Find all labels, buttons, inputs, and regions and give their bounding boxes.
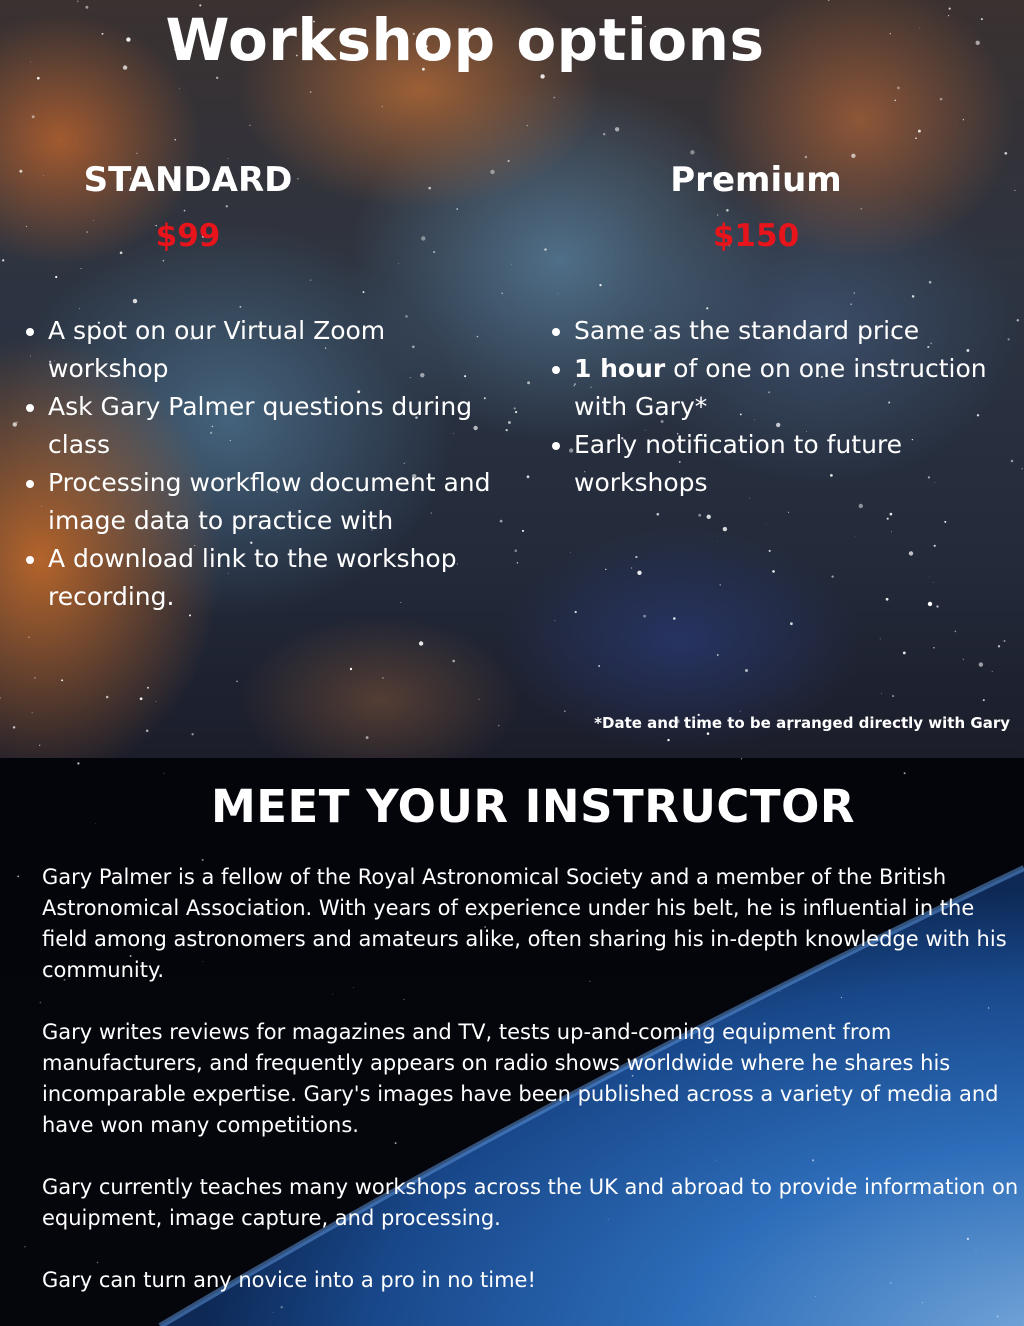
star — [643, 615, 646, 618]
star — [382, 106, 383, 107]
star — [1022, 468, 1023, 469]
star — [191, 733, 193, 735]
star — [909, 551, 913, 555]
star — [929, 577, 930, 578]
star — [16, 422, 17, 423]
premium-feature-item — [574, 426, 1014, 502]
instructor-section — [0, 758, 1024, 1326]
star — [540, 74, 544, 78]
star — [933, 582, 934, 583]
star — [184, 210, 186, 212]
standard-plan-price: $99 — [155, 218, 221, 254]
star — [992, 671, 993, 672]
star — [527, 125, 528, 126]
premium-feature-text: Early notification to future workshops — [574, 430, 903, 497]
star — [955, 631, 957, 633]
star — [2, 259, 4, 261]
star — [28, 637, 29, 638]
star — [934, 545, 936, 547]
star — [981, 18, 983, 20]
star — [514, 549, 517, 552]
premium-feature-text: Same as the standard price — [574, 316, 920, 345]
star — [948, 15, 949, 16]
star — [998, 645, 1000, 647]
star — [667, 739, 669, 741]
star — [156, 701, 157, 702]
star — [890, 513, 893, 516]
standard-plan-name: STANDARD — [83, 160, 293, 200]
bio-paragraph: Gary Palmer is a fellow of the Royal Astronomical Society and a member of the British Astronomical Association. With years of experience under his belt, he is influential in the field among astronomers and amateurs alike, often sharing his in-depth knowledge with his community. — [42, 865, 1007, 982]
premium-feature-item — [574, 312, 1014, 350]
star — [382, 677, 384, 679]
star — [0, 697, 1, 698]
star — [236, 681, 237, 682]
star — [831, 575, 833, 577]
star — [928, 602, 932, 606]
star — [19, 170, 22, 173]
star — [637, 571, 641, 575]
star — [912, 295, 915, 298]
star — [515, 411, 517, 413]
star — [673, 617, 676, 620]
star — [479, 699, 480, 700]
star — [635, 556, 637, 558]
star — [490, 170, 494, 174]
star — [615, 127, 619, 131]
star — [603, 133, 605, 135]
star — [32, 712, 33, 713]
star — [13, 422, 17, 426]
star — [599, 284, 601, 286]
standard-feature-item: • Ask Gary Palmer questions during class — [48, 388, 498, 464]
star — [511, 264, 512, 265]
star — [720, 584, 721, 585]
star — [915, 137, 917, 139]
premium-feature-text: of one on one instruction with Gary* — [574, 354, 987, 421]
star — [769, 550, 771, 552]
star — [517, 562, 519, 564]
bio-paragraph: Gary writes reviews for magazines and TV, tests up-and-coming equipment from manufacturers, and frequently appears on radio shows worldwide where he shares his incomparable expertise. Gary's images have been published across a variety of media and have won many competitions. — [42, 1020, 999, 1137]
standard-feature-item: • A download link to the workshop recording. — [48, 540, 498, 616]
star — [976, 41, 980, 45]
star — [828, 0, 830, 1]
star — [904, 772, 906, 774]
star — [17, 876, 19, 878]
star — [929, 281, 932, 284]
star — [557, 293, 558, 294]
star — [55, 276, 57, 278]
star — [544, 248, 546, 250]
star — [81, 268, 82, 269]
star — [881, 693, 882, 694]
star — [554, 620, 555, 621]
star — [897, 86, 900, 89]
star — [428, 187, 431, 190]
star — [527, 475, 530, 478]
star — [77, 1, 78, 2]
star — [1004, 640, 1006, 642]
star — [940, 98, 943, 101]
star — [717, 214, 718, 215]
star — [726, 209, 729, 212]
instructor-bio — [42, 862, 1022, 1326]
star — [851, 154, 855, 158]
star — [880, 638, 881, 639]
star — [706, 307, 708, 309]
star — [918, 130, 921, 133]
star — [850, 303, 851, 304]
star — [949, 8, 951, 10]
star — [860, 208, 862, 210]
star — [936, 605, 938, 607]
standard-feature-item: • Processing workflow document and image data to practice with — [48, 464, 498, 540]
star — [717, 654, 719, 656]
star — [24, 1246, 26, 1248]
star — [164, 773, 165, 774]
star — [310, 91, 312, 93]
star — [419, 641, 423, 645]
star — [598, 665, 600, 667]
star — [605, 569, 606, 570]
bio-paragraph: Gary can turn any novice into a pro in no time! — [42, 1268, 536, 1292]
star — [147, 687, 149, 689]
star — [179, 88, 180, 89]
premium-feature-item — [574, 350, 1014, 426]
star — [498, 725, 499, 726]
star — [175, 139, 176, 140]
star — [40, 1002, 42, 1004]
star — [366, 736, 369, 739]
star — [133, 299, 137, 303]
star — [1014, 190, 1015, 191]
instructor-heading: MEET YOUR INSTRUCTOR — [210, 780, 856, 833]
star — [508, 421, 511, 424]
star — [963, 119, 964, 120]
star — [37, 77, 40, 80]
star — [903, 651, 906, 654]
star — [983, 699, 985, 701]
star — [421, 236, 425, 240]
star — [508, 160, 510, 162]
star — [79, 308, 80, 309]
star — [892, 695, 894, 697]
star — [564, 711, 565, 712]
star — [741, 758, 742, 759]
star — [788, 512, 789, 513]
page-title: Workshop options — [165, 6, 765, 74]
star — [859, 504, 863, 508]
star — [963, 659, 964, 660]
star — [239, 306, 241, 308]
star — [631, 567, 632, 568]
star — [398, 263, 399, 264]
star — [887, 518, 889, 520]
star — [1004, 152, 1007, 155]
star — [140, 697, 143, 700]
star — [656, 513, 659, 516]
star — [13, 726, 15, 728]
star — [506, 429, 508, 431]
star — [500, 520, 503, 523]
star — [228, 158, 229, 159]
star — [933, 647, 934, 648]
star — [106, 696, 109, 699]
star — [805, 156, 808, 159]
star — [854, 292, 856, 294]
star — [163, 260, 165, 262]
star — [34, 677, 35, 678]
star — [575, 611, 577, 613]
premium-feature-list — [550, 312, 1014, 502]
star — [456, 208, 458, 210]
star — [707, 515, 711, 519]
star — [1017, 319, 1019, 321]
star — [39, 745, 40, 746]
star — [32, 115, 35, 118]
star — [249, 125, 250, 126]
star — [216, 77, 218, 79]
bio-paragraph: Gary currently teaches many workshops across the UK and abroad to provide information on equipment, image capture, and processing. — [42, 1175, 1019, 1230]
star — [527, 381, 530, 384]
star — [202, 859, 204, 861]
star — [433, 251, 435, 253]
star — [740, 711, 741, 712]
star — [77, 762, 79, 764]
star — [553, 97, 555, 99]
star — [690, 150, 694, 154]
star — [707, 732, 710, 735]
star — [979, 662, 983, 666]
premium-plan-name: Premium — [670, 160, 842, 200]
star — [514, 407, 516, 409]
star — [310, 279, 312, 281]
star — [226, 205, 228, 207]
star — [136, 153, 137, 154]
star — [790, 622, 793, 625]
star — [944, 521, 946, 523]
star — [766, 524, 767, 525]
star — [146, 729, 149, 732]
standard-feature-list — [24, 312, 498, 616]
star — [891, 531, 892, 532]
star — [570, 552, 571, 553]
premium-feature-highlight: 1 hour — [574, 354, 666, 383]
premium-plan-price: $150 — [712, 218, 800, 254]
star — [723, 527, 727, 531]
star — [26, 226, 27, 227]
standard-feature-item: • A spot on our Virtual Zoom workshop — [48, 312, 498, 388]
star — [886, 598, 889, 601]
star — [61, 679, 63, 681]
star — [855, 536, 856, 537]
star — [363, 291, 365, 293]
star — [772, 570, 775, 573]
footnote: *Date and time to be arranged directly with Gary — [594, 714, 1010, 732]
star — [894, 100, 895, 101]
star — [745, 669, 748, 672]
star — [522, 530, 524, 532]
star — [501, 293, 503, 295]
star — [350, 668, 352, 670]
star — [698, 514, 701, 517]
star — [717, 541, 718, 542]
star — [452, 660, 455, 663]
